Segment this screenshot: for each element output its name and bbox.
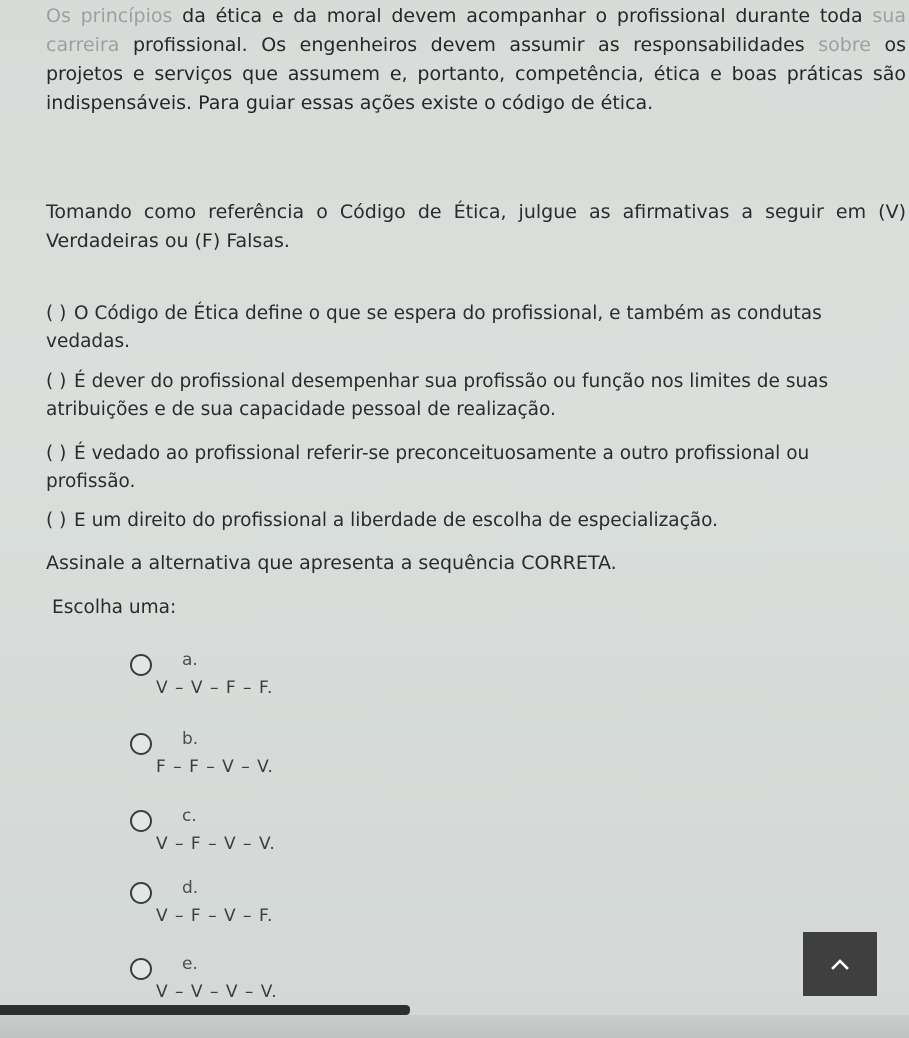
intro-text-1: da ética e da moral devem acompanhar o profissional durante toda xyxy=(172,5,873,27)
option-text[interactable]: V – V – V – V. xyxy=(156,982,278,1002)
statement-text: É vedado ao profissional referir-se preconceituosamente a outro profissional ou profissão. xyxy=(46,443,810,492)
option-letter: b. xyxy=(182,729,199,749)
statement-paren: ( ) xyxy=(46,303,67,324)
statement-paren: ( ) xyxy=(46,443,67,464)
option-letter: c. xyxy=(182,806,197,826)
intro-faded-3: sobre xyxy=(818,34,871,56)
scroll-top-button[interactable] xyxy=(803,932,877,996)
question-instruction: Tomando como referência o Código de Ética, julgue as afirmativas a seguir em (V) Verdadeiras ou (F) Falsas. xyxy=(46,201,906,252)
option-text[interactable]: F – F – V – V. xyxy=(156,757,274,777)
intro-faded-2: sua carreira xyxy=(46,5,906,56)
statement-text: E um direito do profissional a liberdade de escolha de especialização. xyxy=(74,510,719,531)
radio-empty-icon[interactable] xyxy=(130,733,152,755)
statement-text: O Código de Ética define o que se espera do profissional, e também as condutas vedadas. xyxy=(46,303,822,352)
option-letter: d. xyxy=(182,878,199,898)
statement-paren: ( ) xyxy=(46,510,67,531)
statement-1 xyxy=(46,300,902,356)
statement-2 xyxy=(46,368,902,424)
option-c[interactable] xyxy=(130,806,450,874)
radio-empty-icon[interactable] xyxy=(130,882,152,904)
radio-empty-icon[interactable] xyxy=(130,654,152,676)
chevron-up-icon xyxy=(829,957,851,971)
question-prompt: Assinale a alternativa que apresenta a sequência CORRETA. xyxy=(46,552,617,574)
choose-label: Escolha uma: xyxy=(52,597,177,618)
bottom-edge-bar xyxy=(0,1005,410,1015)
option-text[interactable]: V – F – V – V. xyxy=(156,834,276,854)
intro-text-2: profissional. Os engenheiros devem assumir as responsabilidades xyxy=(119,34,819,56)
statement-4 xyxy=(46,507,902,535)
option-text[interactable]: V – V – F – F. xyxy=(156,678,274,698)
radio-empty-icon[interactable] xyxy=(130,810,152,832)
radio-empty-icon[interactable] xyxy=(130,958,152,980)
option-letter: a. xyxy=(182,650,198,670)
option-d[interactable] xyxy=(130,878,450,946)
option-b[interactable] xyxy=(130,729,450,797)
option-a[interactable] xyxy=(130,650,450,718)
option-text[interactable]: V – F – V – F. xyxy=(156,906,274,926)
statement-text: É dever do profissional desempenhar sua profissão ou função nos limites de suas atribuições e de sua capacidade pessoal de realização. xyxy=(46,371,829,420)
intro-text-3: os projetos e serviços que assumem e, portanto, competência, ética e boas práticas são indispensáveis. Para guiar essas ações existe o código de ética. xyxy=(46,34,906,114)
statement-paren: ( ) xyxy=(46,371,67,392)
bottom-shade xyxy=(0,1015,909,1038)
option-letter: e. xyxy=(182,954,198,974)
question-intro xyxy=(46,2,906,118)
intro-faded-1: Os princípios xyxy=(46,5,173,27)
statement-3 xyxy=(46,440,902,496)
